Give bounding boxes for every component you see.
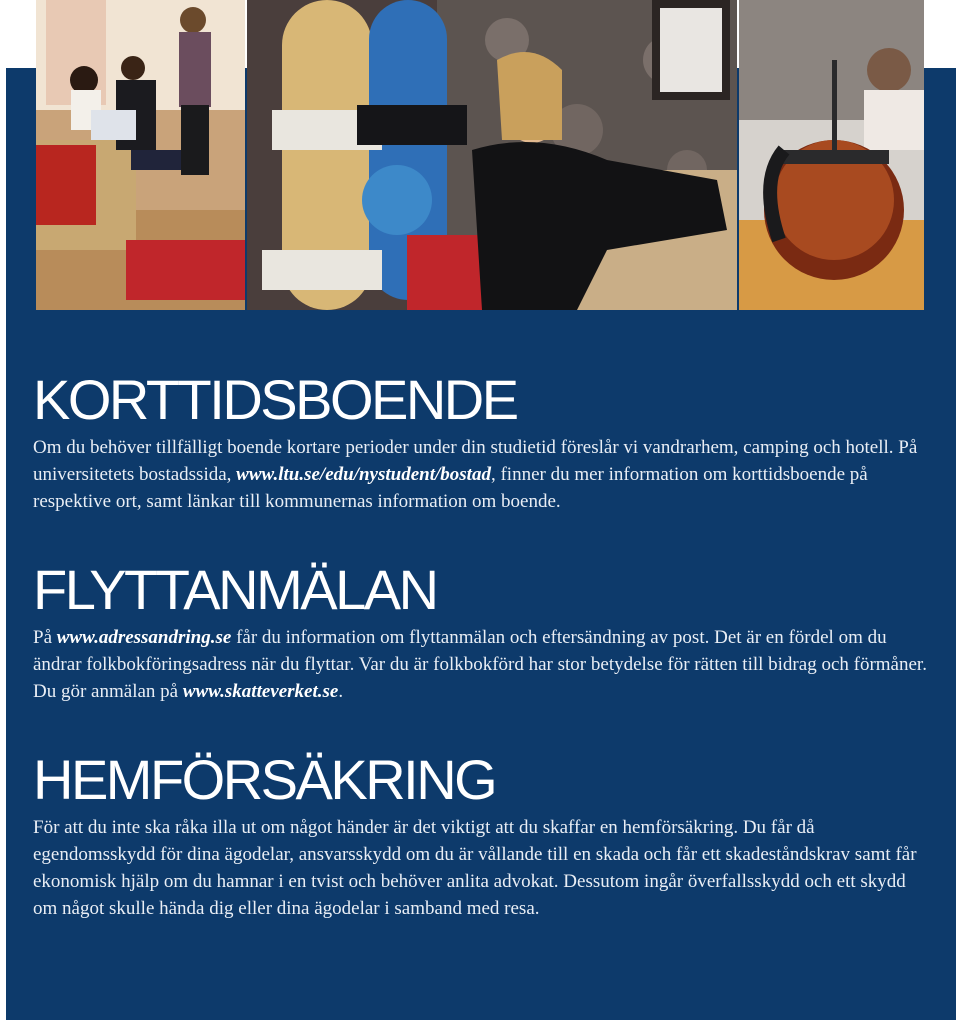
section-body [33,624,933,705]
photo-students-sofa [36,0,245,310]
body-text-segment: Om du behöver tillfälligt boende kortare perioder under din studietid föreslår vi vandrarhem, camping och hotell. På universitetets bostadssida, [33,437,918,485]
body-text-segment: får du information om flyttanmälan och eftersändning av post. Det är en fördel om du ändrar folkbokföringsadress när du flyttar. Var du är folkbokförd har stor betydelse för rätten till bidrag och förmåner. Du gör anmälan på [33,627,927,702]
photo-tea-pot [739,0,924,310]
section-heading: KORTTIDSBOENDE [33,368,517,431]
section-heading: HEMFÖRSÄKRING [33,748,496,811]
bostad-link[interactable]: www.ltu.se/edu/nystudent/bostad [236,464,491,485]
skatteverket-link[interactable]: www.skatteverket.se [182,681,339,702]
body-text-segment: På [33,627,57,648]
adressandring-link[interactable]: www.adressandring.se [56,627,232,648]
photo-woman-snowboards [247,0,737,310]
body-text-segment: För att du inte ska råka illa ut om något händer är det viktigt att du skaffar en hemförsäkring. Du får då egendomsskydd för dina ägodelar, ansvarsskydd om du är vållande till en skada och får ett skadeståndskrav samt får ekonomisk hjälp om du hamnar i en tvist och behöver anlita advokat. Dessutom ingår överfallsskydd och ett skydd om något skulle hända dig eller dina ägodelar i samband med resa. [33,817,917,919]
section-heading: FLYTTANMÄLAN [33,558,437,621]
body-text-segment: . [338,681,344,702]
section-body [33,814,933,922]
section-flyttanmalan [33,558,933,705]
section-korttidsboende [33,368,933,515]
section-body [33,434,933,515]
photo-strip [36,0,924,310]
section-hemforsakring [33,748,933,922]
body-text-segment: , finner du mer information om korttidsboende på respektive ort, samt länkar till kommunernas information om boende. [33,464,868,512]
